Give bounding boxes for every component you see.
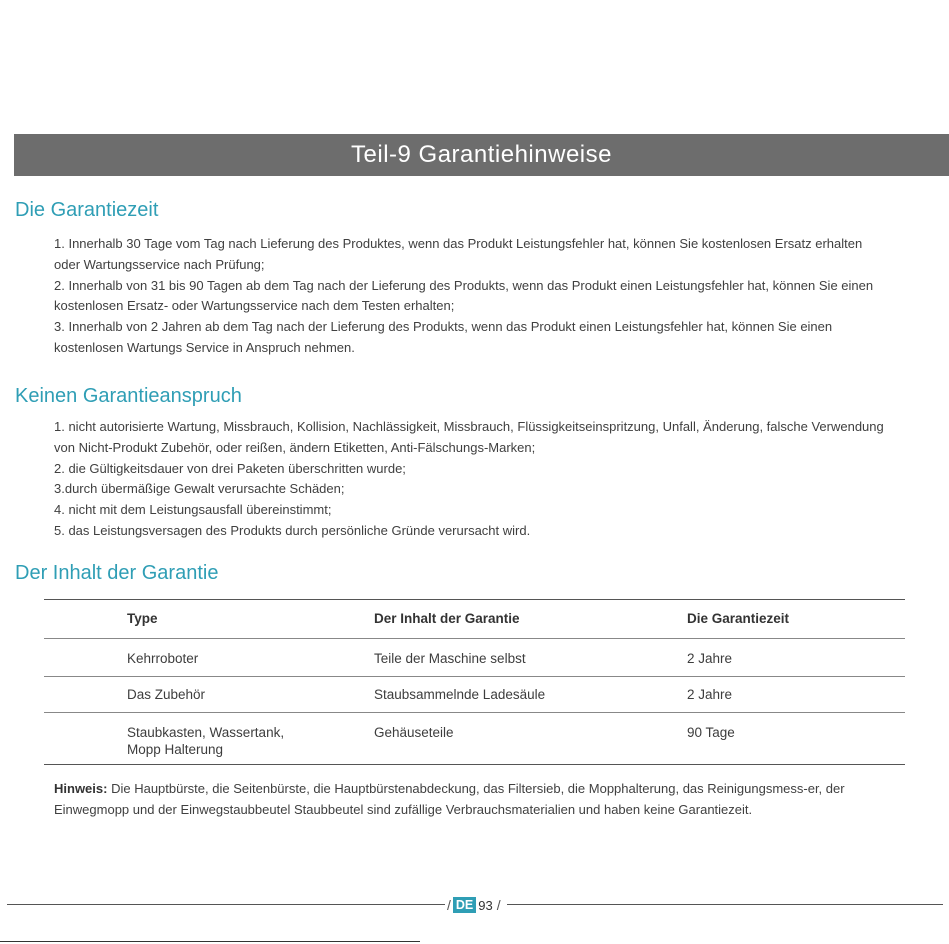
table-row [44, 713, 905, 764]
table-cell: 2 Jahre [687, 651, 733, 666]
warranty-period-list [54, 234, 884, 359]
table-header-row [44, 600, 905, 639]
warranty-table [44, 599, 905, 765]
note [54, 779, 884, 820]
heading-warranty-period: Die Garantiezeit [15, 199, 159, 221]
table-cell: Das Zubehör [127, 687, 206, 702]
heading-content: Der Inhalt der Garantie [15, 562, 219, 584]
slash-right: / [496, 897, 501, 913]
table-row [44, 639, 905, 677]
slash-left: / [447, 897, 451, 913]
note-text: Die Hauptbürste, die Seitenbürste, die Hauptbürstenabdeckung, das Filtersieb, die Mopphalterung, das Reinigungsmess-er, der Einwegmopp und der Einwegstaubbeutel Staubbeutel sind zufällige Verbrauchsmaterialien und haben keine Garantiezeit. [54, 781, 845, 817]
footer-divider-right [507, 904, 943, 905]
table-cell: 2 Jahre [687, 687, 733, 702]
no-claim-item-3: 3.durch übermäßige Gewalt verursachte Schäden; [54, 481, 345, 497]
no-claim-item-4: 4. nicht mit dem Leistungsausfall übereinstimmt; [54, 502, 332, 518]
no-claim-list [54, 417, 884, 542]
warranty-period-item-3: 3. Innerhalb von 2 Jahren ab dem Tag nach der Lieferung des Produkts, wenn das Produkt einen Leistungsfehler hat, können Sie einen kostenlosen Wartungs Service in Anspruch nehmen. [54, 319, 833, 355]
table-cell: Kehrroboter [127, 651, 199, 666]
table-header-period: Die Garantiezeit [687, 611, 790, 626]
page-number [445, 895, 503, 915]
bottom-divider [0, 941, 420, 942]
table-cell: Teile der Maschine selbst [374, 651, 526, 666]
page-number-value: 93 [478, 897, 493, 913]
table-header-type: Type [127, 611, 158, 626]
table-row [44, 677, 905, 713]
no-claim-item-2: 2. die Gültigkeitsdauer von drei Paketen überschritten wurde; [54, 460, 406, 476]
warranty-period-item-2: 2. Innerhalb von 31 bis 90 Tagen ab dem Tag nach der Lieferung des Produkts, wenn das Produkt einen Leistungsfehler hat, können Sie einen kostenlosen Ersatz- oder Wartungsservice nach dem Testen erhalten; [54, 277, 874, 314]
footer-divider-left [7, 904, 445, 905]
table-cell: Staubkasten, Wassertank, Mopp Halterung [127, 725, 285, 757]
warranty-period-item-1: 1. Innerhalb 30 Tage vom Tag nach Lieferung des Produktes, wenn das Produkt Leistungsfehler hat, können Sie kostenlosen Ersatz erhalten oder Wartungsservice nach Prüfung; [54, 236, 863, 272]
note-label: Hinweis: [54, 781, 108, 796]
page-title-bar [14, 134, 949, 176]
table-cell: 90 Tage [687, 725, 735, 740]
no-claim-item-1: 1. nicht autorisierte Wartung, Missbrauch, Kollision, Nachlässigkeit, Missbrauch, Flüssigkeitseinspritzung, Unfall, Änderung, falsche Verwendung von Nicht-Produkt Zubehör, oder reißen, ändern Etiketten, Anti-Fälschungs-Marken; [54, 419, 884, 455]
table-cell: Gehäuseteile [374, 725, 454, 740]
no-claim-item-5: 5. das Leistungsversagen des Produkts durch persönliche Gründe verursacht wird. [54, 522, 531, 538]
table-cell: Staubsammelnde Ladesäule [374, 687, 546, 702]
page-title: Teil-9 Garantiehinweise [351, 141, 612, 168]
heading-no-claim: Keinen Garantieanspruch [15, 385, 242, 407]
table-header-content: Der Inhalt der Garantie [374, 611, 520, 626]
language-badge: DE [453, 897, 476, 913]
